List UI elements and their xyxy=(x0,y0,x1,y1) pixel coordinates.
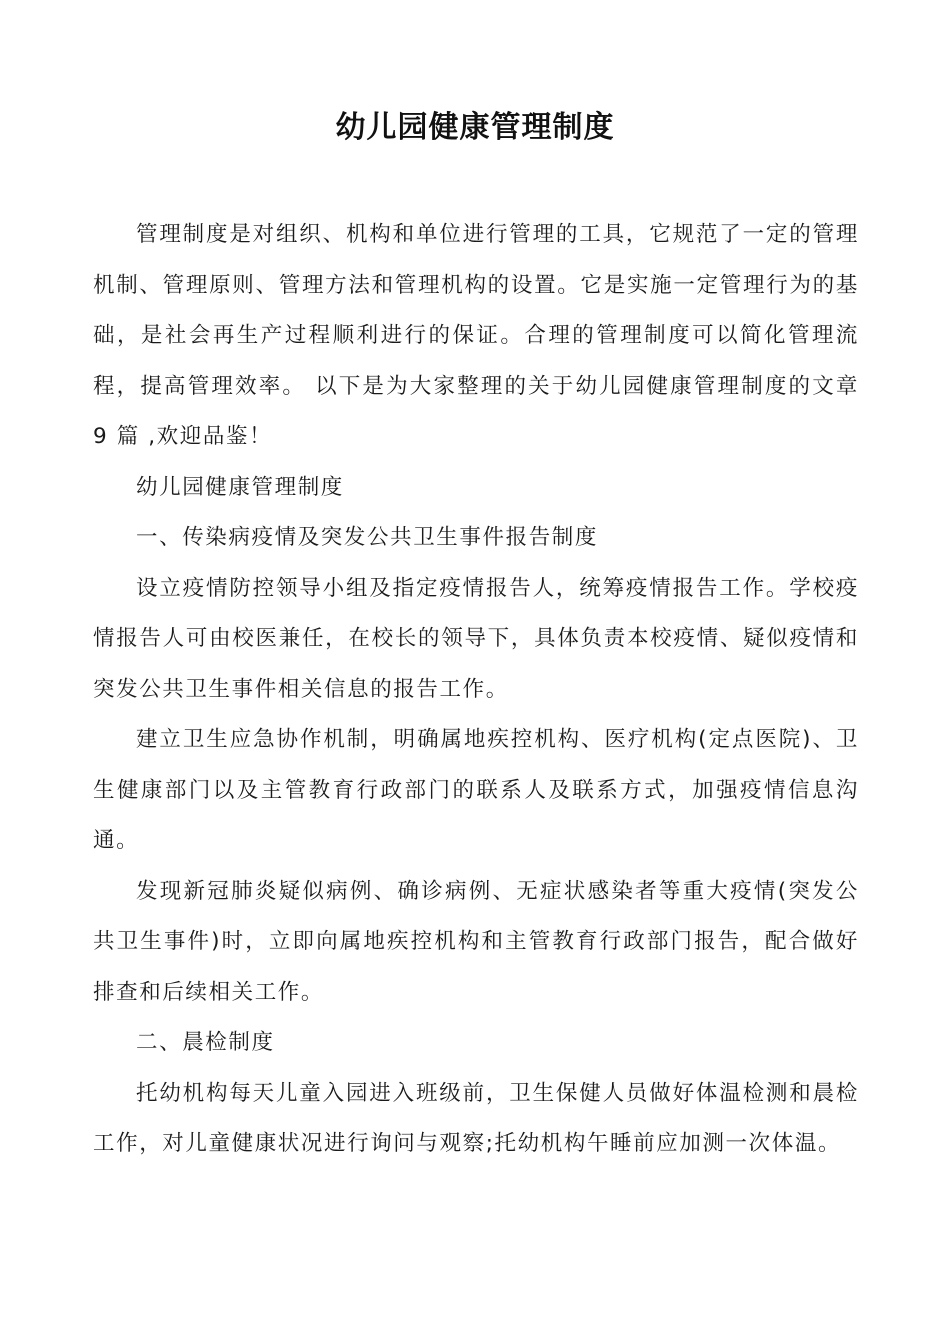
section-heading: 幼儿园健康管理制度 xyxy=(136,474,344,500)
body-paragraph: 设立疫情防控领导小组及指定疫情报告人，统筹疫情报告工作。学校疫情报告人可由校医兼任，在校长的领导下，具体负责本校疫情、疑似疫情和突发公共卫生事件相关信息的报告工作。 xyxy=(93,575,859,702)
body-paragraph: 托幼机构每天儿童入园进入班级前，卫生保健人员做好体温检测和晨检工作，对儿童健康状况进行询问与观察;托幼机构午睡前应加测一次体温。 xyxy=(93,1080,859,1156)
document-body xyxy=(93,210,859,1170)
body-paragraph: 发现新冠肺炎疑似病例、确诊病例、无症状感染者等重大疫情(突发公共卫生事件)时，立即向属地疾控机构和主管教育行政部门报告，配合做好排查和后续相关工作。 xyxy=(93,878,859,1005)
body-paragraph: 建立卫生应急协作机制，明确属地疾控机构、医疗机构(定点医院)、卫生健康部门以及主管教育行政部门的联系人及联系方式，加强疫情信息沟通。 xyxy=(93,727,859,853)
document-title: 幼儿园健康管理制度 xyxy=(335,110,615,145)
intro-paragraph: 管理制度是对组织、机构和单位进行管理的工具，它规范了一定的管理机制、管理原则、管理方法和管理机构的设置。它是实施一定管理行为的基础，是社会再生产过程顺利进行的保证。合理的管理制度可以简化管理流程，提高管理效率。 以下是为大家整理的关于幼儿园健康管理制度的文章 9 篇 ,欢迎品鉴！ xyxy=(93,222,859,449)
subsection-heading-reporting: 一、传染病疫情及突发公共卫生事件报告制度 xyxy=(136,525,599,550)
subsection-heading-morning-check: 二、晨检制度 xyxy=(136,1030,275,1055)
